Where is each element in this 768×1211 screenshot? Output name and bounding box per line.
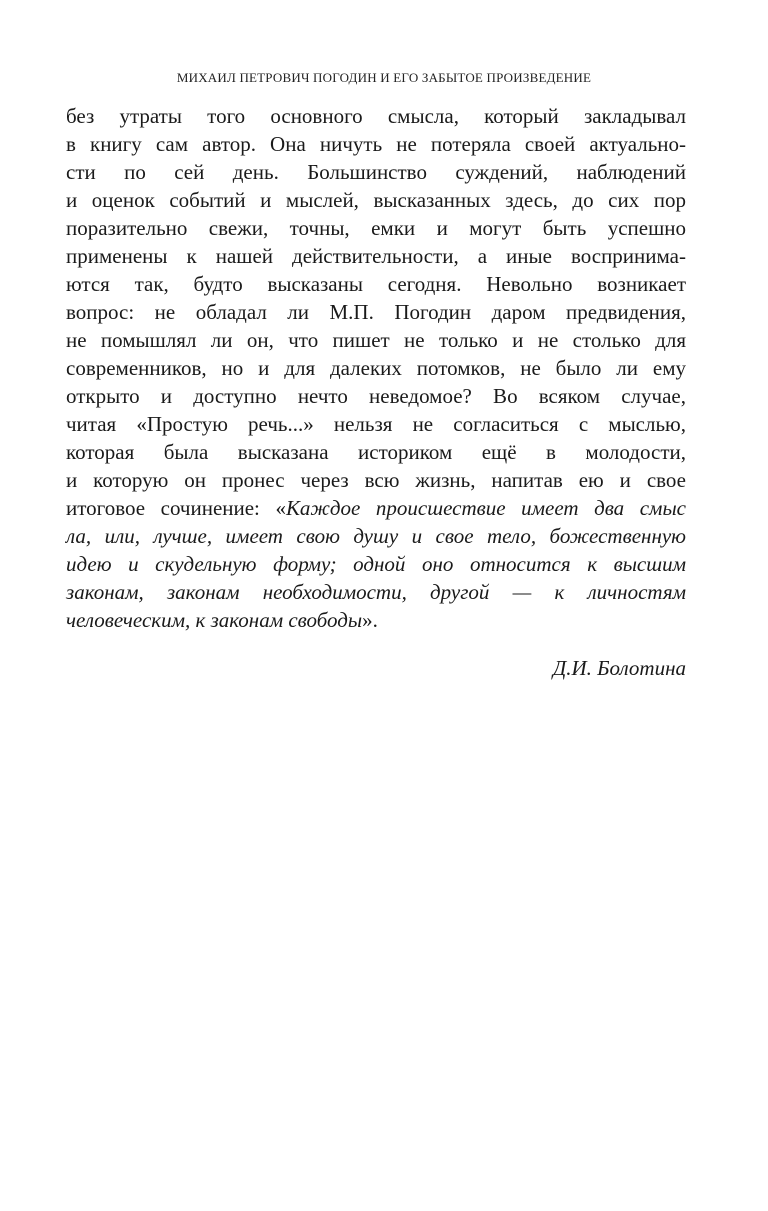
- text-line: открыто и доступно нечто неведомое? Во всяком случае,: [66, 384, 686, 408]
- text-line: применены к нашей действительности, а иные воспринима-: [66, 244, 686, 268]
- text-line: без утраты того основного смысла, который закладывал: [66, 104, 686, 128]
- running-head: МИХАИЛ ПЕТРОВИЧ ПОГОДИН И ЕГО ЗАБЫТОЕ ПРОИЗВЕДЕНИЕ: [176, 70, 592, 85]
- text-line: и которую он пронес через всю жизнь, напитав ею и свое: [66, 468, 686, 492]
- text-line: вопрос: не обладал ли М.П. Погодин даром предвидения,: [66, 300, 686, 324]
- text-line: которая была высказана историком ещё в молодости,: [66, 440, 686, 464]
- quote-start-line: [66, 494, 686, 522]
- text-line: не помышлял ли он, что пишет не только и не столько для: [66, 328, 686, 352]
- text-line: и оценок событий и мыслей, высказанных здесь, до сих пор: [66, 188, 686, 212]
- text-line: поразительно свежи, точны, емки и могут быть успешно: [66, 216, 686, 240]
- body-paragraph: [66, 102, 686, 634]
- text-line: читая «Простую речь...» нельзя не согласиться с мыслью,: [66, 412, 686, 436]
- quote-line: законам, законам необходимости, другой — к личностям: [66, 580, 686, 604]
- quote-text: человеческим, к законам свободы: [66, 608, 363, 632]
- quote-line: идею и скудельную форму; одной оно относится к высшим: [66, 552, 686, 576]
- quote-end-line: [66, 606, 686, 634]
- author-signature: Д.И. Болотина: [552, 656, 686, 680]
- quote-intro: итоговое сочинение: «: [66, 496, 286, 520]
- text-line: в книгу сам автор. Она ничуть не потеряла своей актуально-: [66, 132, 686, 156]
- text-line: сти по сей день. Большинство суждений, наблюдений: [66, 160, 686, 184]
- quote-text: Каждое происшествие имеет два смыс: [285, 496, 686, 520]
- text-line: ются так, будто высказаны сегодня. Невольно возникает: [66, 272, 686, 296]
- quote-close: ».: [362, 608, 378, 632]
- text-line: современников, но и для далеких потомков, не было ли ему: [66, 356, 686, 380]
- quote-line: ла, или, лучше, имеет свою душу и свое тело, божественную: [66, 524, 686, 548]
